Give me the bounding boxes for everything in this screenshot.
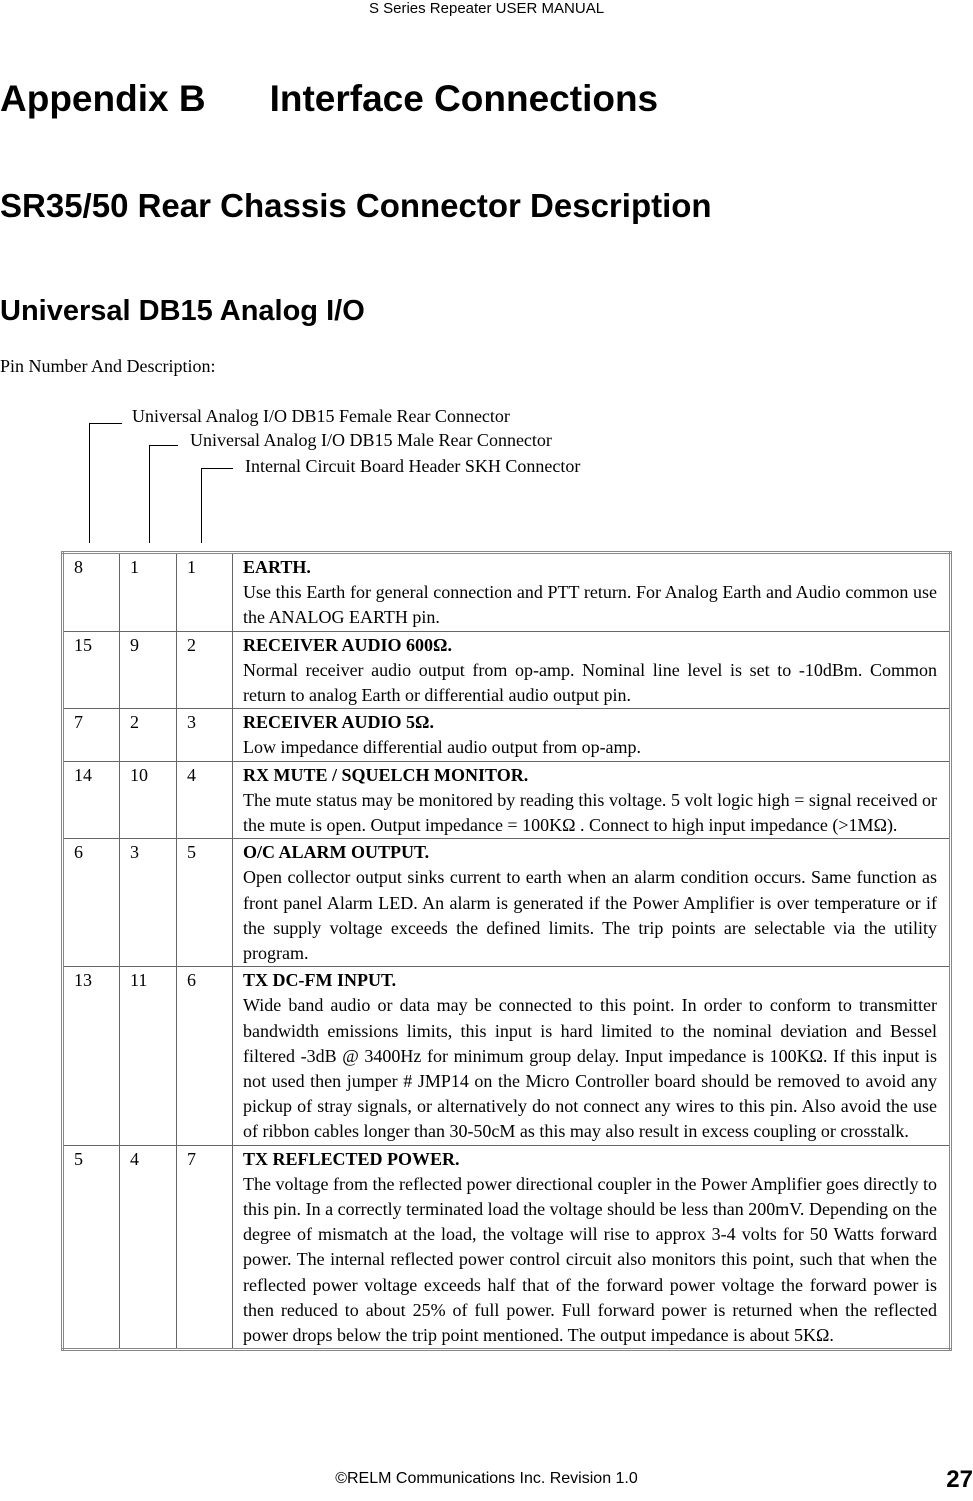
pin-table xyxy=(61,551,952,1351)
leader-line-header-h xyxy=(201,468,233,469)
leader-line-female-v xyxy=(89,423,90,543)
subsection-title: Universal DB15 Analog I/O xyxy=(0,295,365,327)
leader-line-male-v xyxy=(149,445,150,543)
footer-copyright: ©RELM Communications Inc. Revision 1.0 xyxy=(335,1470,638,1487)
pin-description-text: The mute status may be monitored by reading this voltage. 5 volt logic high = signal received or the mute is open. Output impedance = 100KΩ . Connect to high input impedance (>1MΩ). xyxy=(243,789,937,836)
pin-description-text: Use this Earth for general connection and PTT return. For Analog Earth and Audio common use the ANALOG EARTH pin. xyxy=(243,582,937,628)
pin-description-text: Low impedance differential audio output from op-amp. xyxy=(243,737,642,758)
table-row xyxy=(63,839,951,967)
pin-description xyxy=(233,761,951,839)
legend-male-label: Universal Analog I/O DB15 Male Rear Connector xyxy=(190,430,552,450)
pin-header: 7 xyxy=(177,1145,233,1350)
legend-header-label: Internal Circuit Board Header SKH Connector xyxy=(245,456,581,476)
pin-male: 11 xyxy=(120,967,177,1145)
pin-female: 15 xyxy=(63,631,120,709)
pin-header: 6 xyxy=(177,967,233,1145)
pin-header: 2 xyxy=(177,631,233,709)
pin-signal-name: O/C ALARM OUTPUT. xyxy=(243,842,430,863)
pin-description-text: Open collector output sinks current to earth when an alarm condition occurs. Same function as front panel Alarm LED. An alarm is generated if the Power Amplifier is over temperature or if the supply voltage exceeds the defined limits. The trip points are selectable via the utility program. xyxy=(243,867,937,964)
appendix-label: Appendix B xyxy=(0,78,206,119)
table-row xyxy=(63,709,951,761)
pin-description xyxy=(233,1145,951,1350)
pin-description xyxy=(233,553,951,632)
pin-signal-name: EARTH. xyxy=(243,557,311,577)
table-row xyxy=(63,1145,951,1350)
pin-male: 1 xyxy=(120,553,177,632)
pin-description xyxy=(233,709,951,761)
running-header: S Series Repeater USER MANUAL xyxy=(368,0,605,17)
pin-signal-name: RECEIVER AUDIO 5Ω. xyxy=(243,712,434,733)
legend-female-label: Universal Analog I/O DB15 Female Rear Connector xyxy=(132,406,510,426)
pin-male: 9 xyxy=(120,631,177,709)
pin-description-text: Wide band audio or data may be connected to this point. In order to conform to transmitter bandwidth emissions limits, this input is hard limited to the nominal deviation and Bessel filtered -3dB @ 3400Hz for minimum group delay. Input impedance is 100KΩ. If this input is not used then jumper # JMP14 on the Micro Controller board should be removed to avoid any pickup of stray signals, or alternatively do not connect any wires to this pin. Also avoid the use of ribbon cables longer than 30-50cM as this may also result in excess coupling or crosstalk. xyxy=(243,995,937,1142)
page-number: 27 xyxy=(946,1466,973,1493)
pin-male: 3 xyxy=(120,839,177,967)
pin-male: 2 xyxy=(120,709,177,761)
pin-female: 14 xyxy=(63,761,120,839)
pin-description-text: Normal receiver audio output from op-amp. Nominal line level is set to -10dBm. Common return to analog Earth or differential audio output pin. xyxy=(243,659,937,706)
pin-male: 10 xyxy=(120,761,177,839)
pin-header: 4 xyxy=(177,761,233,839)
leader-line-female-h xyxy=(89,423,122,424)
leader-line-male-h xyxy=(149,445,178,446)
pin-male: 4 xyxy=(120,1145,177,1350)
pin-signal-name: TX DC-FM INPUT. xyxy=(243,970,397,991)
pin-header: 1 xyxy=(177,553,233,632)
leader-line-header-v xyxy=(201,468,202,543)
pin-header: 3 xyxy=(177,709,233,761)
pin-header: 5 xyxy=(177,839,233,967)
table-row xyxy=(63,631,951,709)
appendix-title: Interface Connections xyxy=(269,78,659,119)
pin-female: 5 xyxy=(63,1145,120,1350)
pin-signal-name: RECEIVER AUDIO 600Ω. xyxy=(243,634,452,655)
pin-description xyxy=(233,967,951,1145)
pin-female: 6 xyxy=(63,839,120,967)
appendix-heading xyxy=(0,78,658,120)
pin-female: 8 xyxy=(63,553,120,632)
table-row xyxy=(63,553,951,632)
table-row xyxy=(63,761,951,839)
section-title: SR35/50 Rear Chassis Connector Description xyxy=(0,187,712,224)
pin-signal-name: RX MUTE / SQUELCH MONITOR. xyxy=(243,764,529,785)
pin-description-text: The voltage from the reflected power directional coupler in the Power Amplifier goes directly to this pin. In a correctly terminated load the voltage should be less than 200mV. Depending on the degree of mismatch at the load, the voltage will rise to approx 3-4 volts for 50 Watts forward power. The internal reflected power control circuit also monitors this point, such that when the reflected power voltage exceeds half that of the forward power voltage the forward power is then reduced to about 25% of full power. Full forward power is returned when the reflected power drops below the trip point mentioned. The output impedance is about 5KΩ. xyxy=(243,1173,937,1346)
table-row xyxy=(63,967,951,1145)
pin-signal-name: TX REFLECTED POWER. xyxy=(243,1148,460,1169)
pin-female: 7 xyxy=(63,709,120,761)
pin-description xyxy=(233,839,951,967)
pin-female: 13 xyxy=(63,967,120,1145)
intro-text: Pin Number And Description: xyxy=(0,356,216,376)
pin-description xyxy=(233,631,951,709)
